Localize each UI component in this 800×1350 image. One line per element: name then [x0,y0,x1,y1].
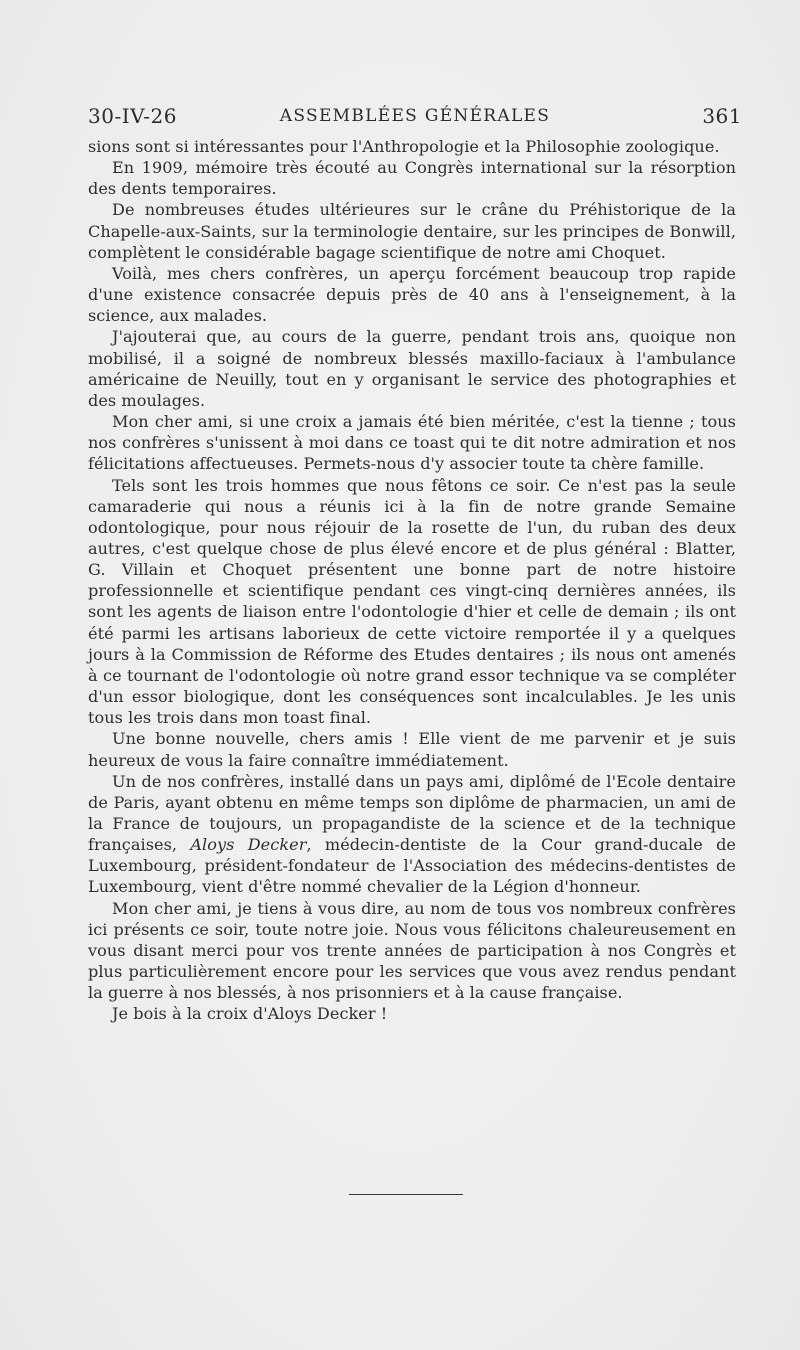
header-title: ASSEMBLÉES GÉNÉRALES [279,106,551,126]
text-run: Un de nos confrères, installé dans un pays ami, diplômé de l'Ecole dentaire de Paris, ayant obtenu en même temps son diplôme de pharmacien, un ami de la France de toujours, un propagandiste de la science et de la technique françaises, [88,771,736,855]
paragraph: En 1909, mémoire très écouté au Congrès international sur la résorption des dents temporaires. [88,158,736,199]
page-number: 361 [702,104,742,128]
paragraph: Mon cher ami, je tiens à vous dire, au nom de tous vos nombreux confrères ici présents ce soir, toute notre joie. Nous vous félicitons chaleureusement en vous disant merci pour vos trente années de participation à nos Congrès et plus particulièrement encore pour les services que vous avez rendus pendant la guerre à nos blessés, à nos prisonniers et à la cause française. [88,898,736,1003]
paragraph: Mon cher ami, si une croix a jamais été bien méritée, c'est la tienne ; tous nos confrères s'unissent à moi dans ce toast qui te dit notre admiration et nos félicitations affectueuses. Permets-nous d'y associer toute ta chère famille. [88,412,736,474]
text-run: , médecin-dentiste de la Cour grand-ducale de Luxembourg, président-fondateur de l'Association des médecins-dentistes de Luxembourg, vient d'être nommé chevalier de la Légion d'honneur. [88,835,737,897]
paragraph: J'ajouterai que, au cours de la guerre, pendant trois ans, quoique non mobilisé, il a soigné de nombreux blessés maxillo-faciaux à l'ambulance américaine de Neuilly, tout en y organisant le service des photographies et des moulages. [88,327,736,410]
paragraph-decker-announcement [88,771,736,898]
paragraph: Je bois à la croix d'Aloys Decker ! [112,1004,388,1024]
paragraph: sions sont si intéressantes pour l'Anthropologie et la Philosophie zoologique. [88,137,720,156]
paragraph: Une bonne nouvelle, chers amis ! Elle vient de me parvenir et je suis heureux de vous la faire connaître immédiatement. [88,729,736,770]
closing-rule [349,1194,463,1195]
header-date: 30-IV-26 [88,104,177,128]
person-name-italic: Aloys Decker [190,835,307,855]
paragraph: De nombreuses études ultérieures sur le crâne du Préhistorique de la Chapelle-aux-Saints, sur la terminologie dentaire, sur les principes de Bonwill, complètent le considérable bagage scientifique de notre ami Choquet. [88,200,736,262]
paragraph: Tels sont les trois hommes que nous fêtons ce soir. Ce n'est pas la seule camaraderie qui nous a réunis ici à la fin de notre grande Semaine odontologique, pour nous réjouir de la rosette de l'un, du ruban des deux autres, c'est quelque chose de plus élevé encore et de plus général : Blatter, G. Villain et Choquet présentent une bonne part de notre histoire professionnelle et scientifique pendant ces vingt-cinq dernières années, ils sont les agents de liaison entre l'odontologie d'hier et celle de demain ; ils ont été parmi les artisans laborieux de cette victoire remportée il y a quelques jours à la Commission de Réforme des Etudes dentaires ; ils nous ont amenés à ce tournant de l'odontologie où notre grand essor technique va se compléter d'un essor biologique, dont les conséquences sont incalculables. Je les unis tous les trois dans mon toast final. [88,475,736,728]
paragraph: Voilà, mes chers confrères, un aperçu forcément beaucoup trop rapide d'une existence consacrée depuis près de 40 ans à l'enseignement, à la science, aux malades. [88,263,736,326]
body-text [88,136,736,1025]
running-header [88,98,742,134]
